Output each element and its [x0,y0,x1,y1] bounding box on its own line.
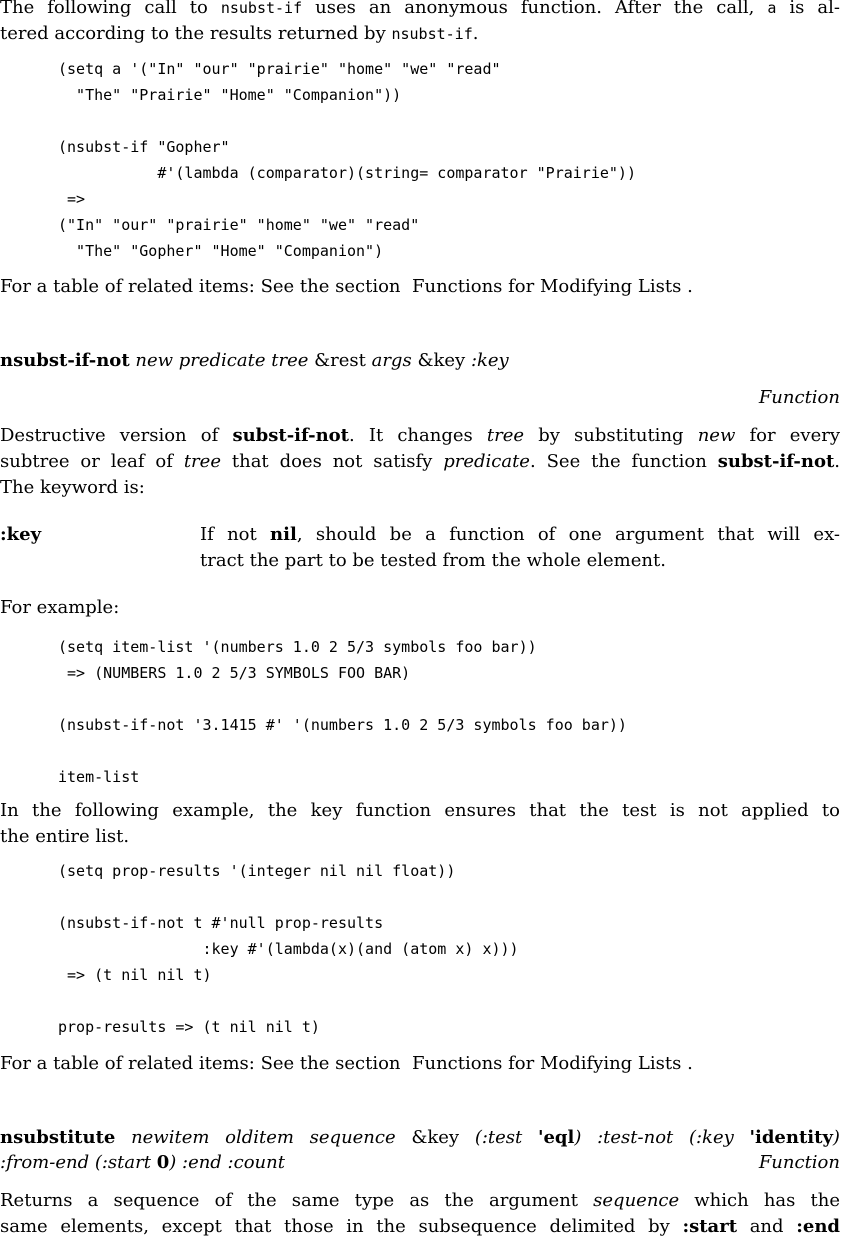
desc-text: If not [200,524,271,545]
intro-text: . [472,23,479,44]
code-line: (setq item-list '(numbers 1.0 2 5/3 symbols foo bar)) [58,638,537,656]
keyword-desc-line-2: tract the part to be tested from the whole element. [200,550,666,571]
function-args: new predicate tree [135,350,309,371]
related-text: . [687,1053,693,1074]
entry-desc-line-1 [0,1190,840,1212]
entry-desc-line-2 [0,1216,840,1238]
related-items-1 [0,276,840,298]
symbol-ref: nil [270,524,297,545]
related-items-2 [0,1053,840,1075]
following-example-line-2: the entire list. [0,826,130,847]
code-line: "The" "Prairie" "Home" "Companion")) [58,86,402,104]
section-link[interactable]: Functions for Modifying Lists [411,276,682,297]
arg-ref: sequence [593,1190,680,1211]
code-line: "The" "Gopher" "Home" "Companion") [58,242,384,260]
function-ref: subst-if-not [717,451,835,472]
lambda-keyword: &key [411,1127,460,1148]
entry-signature-nsubstitute [0,1127,840,1149]
function-args: :end :count [182,1152,285,1173]
desc-text: by substituting [524,425,698,446]
entry-desc-line-1 [0,425,840,447]
desc-text: subtree or leaf of [0,451,184,472]
function-args: (:key [688,1127,734,1148]
entry-signature-nsubst-if-not [0,350,840,372]
function-ref: subst-if-not [232,425,349,446]
function-args: :test-not [597,1127,674,1148]
desc-text: and [737,1216,797,1237]
keyword-desc-line-1 [200,524,840,546]
code-line: (setq prop-results '(integer nil nil float)) [58,862,456,880]
desc-text: , should be a function of one argument that will ex- [296,524,840,545]
example-label: For example: [0,597,120,618]
function-args: ) [574,1127,582,1148]
function-args: args [371,350,412,371]
inline-code: nsubst-if [220,0,303,17]
desc-text: which has the [679,1190,840,1211]
entry-desc-line-2 [0,451,840,473]
desc-text: Returns a sequence of the same type as the argument [0,1190,594,1211]
entry-type: Function [758,1152,840,1173]
desc-text: for every [735,425,840,446]
desc-text: . [834,451,841,472]
section-link[interactable]: Functions for Modifying Lists [411,1053,682,1074]
code-line: (nsubst-if-not '3.1415 #' '(numbers 1.0 2 5/3 symbols foo bar)) [58,716,627,734]
keyword-ref: :start [682,1216,738,1237]
function-args: ) [832,1127,840,1148]
code-line: #'(lambda (comparator)(string= comparator "Prairie")) [58,164,636,182]
desc-text: . It changes [348,425,487,446]
following-example-line-1: In the following example, the key function ensures that the test is not applied to [0,800,840,821]
function-args: :key [470,350,509,371]
default-value: 'identity [749,1127,833,1148]
function-args: newitem olditem sequence [131,1127,396,1148]
code-line: item-list [58,768,140,786]
code-line: => [58,190,86,208]
related-text: . [687,276,693,297]
intro-text: uses an anonymous function. After the call, [302,0,768,18]
function-args: :from-end [0,1152,90,1173]
code-line: :key #'(lambda(x)(and (atom x) x))) [58,940,519,958]
arg-ref: predicate [443,451,530,472]
arg-ref: tree [486,425,525,446]
keyword-term: :key [0,524,42,545]
inline-code: nsubst-if [391,25,473,43]
code-line: (nsubst-if-not t #'null prop-results [58,914,384,932]
keyword-ref: :end [796,1216,840,1237]
arg-ref: new [697,425,736,446]
intro-line-1 [0,0,840,19]
intro-line-2 [0,23,840,45]
function-name: nsubst-if-not [0,350,130,371]
related-text: For a table of related items: See the section [0,276,401,297]
lambda-keyword: &rest [314,350,366,371]
function-args: (:start [94,1152,151,1173]
code-line: (setq a '("In" "our" "prairie" "home" "we" "read" [58,60,501,78]
arg-ref: tree [183,451,221,472]
code-line: => (NUMBERS 1.0 2 5/3 SYMBOLS FOO BAR) [58,664,411,682]
entry-type: Function [758,387,840,408]
desc-text: that does not satisfy [220,451,444,472]
desc-text: . See the function [529,451,718,472]
entry-desc-line-3: The keyword is: [0,477,145,498]
code-line: (nsubst-if "Gopher" [58,138,230,156]
lambda-keyword: &key [417,350,466,371]
function-args: (:test [474,1127,523,1148]
intro-text: tered according to the results returned by [0,23,392,44]
function-args: ) [169,1152,177,1173]
intro-text: The following call to [0,0,221,18]
code-line: ("In" "our" "prairie" "home" "we" "read" [58,216,420,234]
code-line: => (t nil nil t) [58,966,212,984]
default-value: 'eql [537,1127,575,1148]
function-name: nsubstitute [0,1127,116,1148]
desc-text: same elements, except that those in the subsequence delimited by [0,1216,683,1237]
intro-text: is al- [776,0,840,18]
code-line: prop-results => (t nil nil t) [58,1018,320,1036]
related-text: For a table of related items: See the section [0,1053,401,1074]
desc-text: Destructive version of [0,425,233,446]
default-value: 0 [156,1152,170,1173]
inline-code: a [767,0,777,17]
